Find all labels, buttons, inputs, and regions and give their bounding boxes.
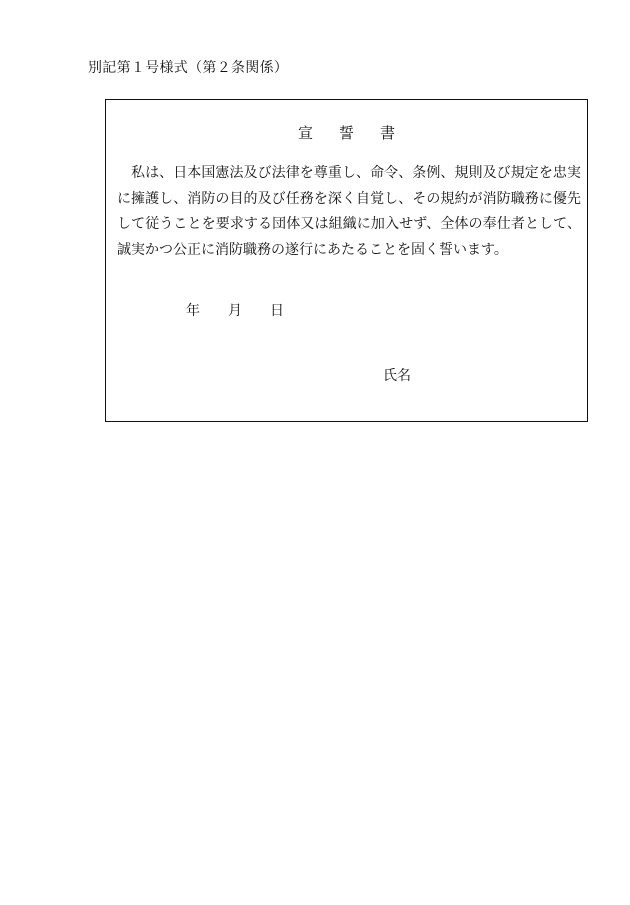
year-label: 年 [186, 303, 200, 319]
form-number-label: 別記第１号様式（第２条関係） [88, 60, 289, 76]
month-label: 月 [228, 303, 242, 319]
oath-document-frame [105, 99, 588, 422]
name-label: 氏名 [383, 368, 411, 384]
month-field[interactable] [200, 300, 228, 320]
day-field[interactable] [242, 300, 270, 320]
oath-title: 宣誓書 [297, 124, 421, 142]
oath-body-text: 私は、日本国憲法及び法律を尊重し、命令、条例、規則及び規定を忠実に擁護し、消防の目的及び任務を深く自覚し、その規約が消防職務に優先して従うことを要求する団体又は組織に加入せず、全体の奉仕者として、誠実かつ公正に消防職務の遂行にあたることを固く誓います。 [117, 165, 581, 258]
date-line [186, 300, 284, 320]
day-label: 日 [270, 303, 284, 319]
